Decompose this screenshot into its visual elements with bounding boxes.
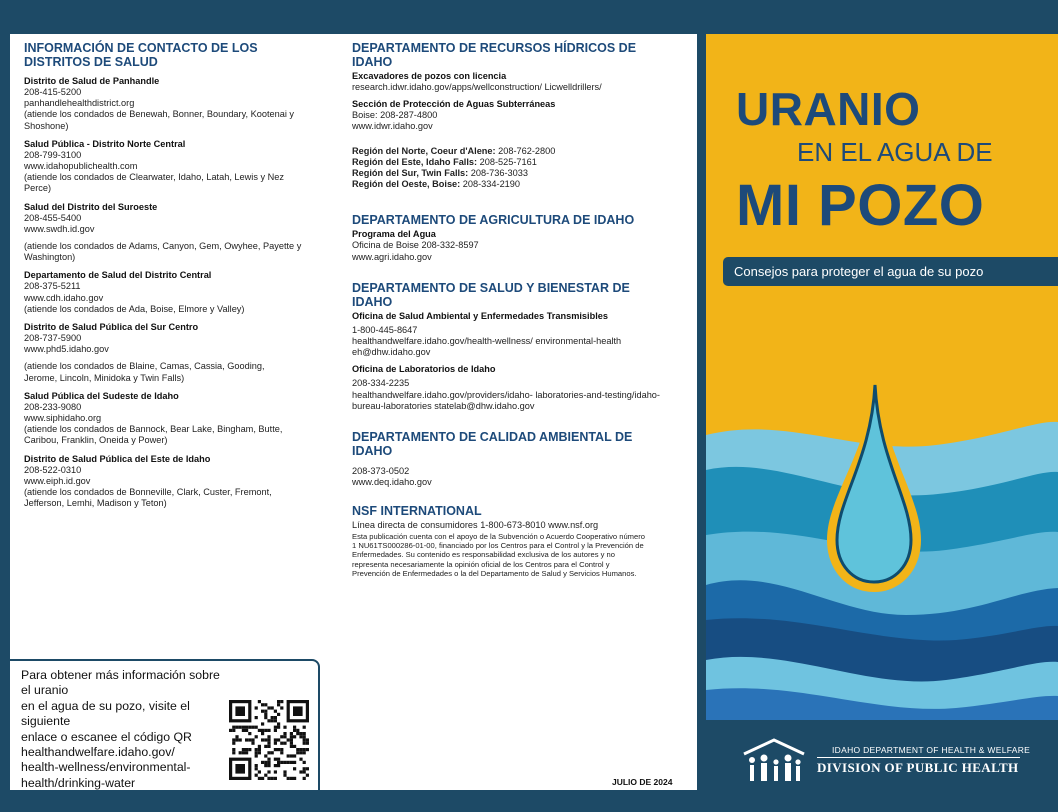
qr-module — [283, 761, 286, 764]
district-detail: (atiende los condados de Bonneville, Clark, Custer, Fremont, — [24, 487, 272, 498]
qr-module — [306, 767, 309, 770]
qr-module — [229, 729, 232, 732]
qr-module — [267, 738, 270, 741]
qr-module — [264, 713, 267, 716]
qr-module — [258, 751, 261, 754]
qr-module — [255, 748, 258, 751]
qr-module — [235, 738, 238, 741]
qr-module — [290, 745, 293, 748]
qr-module — [264, 729, 267, 732]
qr-module — [293, 726, 296, 729]
qr-module — [248, 748, 251, 751]
qr-module — [242, 726, 245, 729]
contact-detail: 208-373-0502 — [352, 466, 410, 477]
cover-subtitle: Consejos para proteger el agua de su pozo — [734, 264, 984, 279]
qr-module — [287, 777, 290, 780]
contact-block — [352, 466, 687, 488]
district-detail: Caribou, Franklin, Oneida y Power) — [24, 435, 168, 446]
qr-info-line: enlace o escanee el código QR — [21, 729, 192, 744]
qr-module — [290, 777, 293, 780]
qr-info-line: en el agua de su pozo, visite el siguiente — [21, 698, 190, 729]
contact-detail: www.agri.idaho.gov — [352, 251, 432, 262]
qr-module — [277, 713, 280, 716]
logo-divider — [817, 757, 1020, 758]
qr-module — [274, 764, 277, 767]
qr-module — [306, 738, 309, 741]
qr-module — [232, 738, 235, 741]
qr-module — [303, 732, 306, 735]
region-name: Región del Este, Idaho Falls: — [352, 156, 478, 167]
qr-module — [303, 777, 306, 780]
district-entry — [24, 202, 329, 264]
qr-module — [296, 732, 299, 735]
qr-module — [264, 774, 267, 777]
district-detail: Shoshone) — [24, 120, 69, 131]
contact-detail: research.idwr.idaho.gov/apps/wellconstruction/ Licwelldrillers/ — [352, 82, 602, 92]
qr-module — [248, 732, 251, 735]
qr-module — [242, 751, 245, 754]
qr-module — [261, 722, 264, 725]
contact-block — [352, 311, 687, 359]
qr-module — [261, 703, 264, 706]
district-entry — [24, 322, 329, 384]
qr-module — [303, 726, 306, 729]
district-detail: (atiende los condados de Clearwater, Idaho, Latah, Lewis y Nez — [24, 172, 284, 183]
district-detail: www.cdh.idaho.gov — [24, 292, 104, 303]
region-name: Región del Sur, Twin Falls: — [352, 168, 469, 179]
cover-title-line3: MI POZO — [736, 173, 985, 238]
qr-module — [274, 710, 277, 713]
qr-module — [271, 719, 274, 722]
qr-module — [299, 751, 302, 754]
qr-module — [299, 770, 302, 773]
district-name: Distrito de Salud Pública del Este de Idaho — [24, 453, 211, 464]
qr-module — [283, 732, 286, 735]
qr-module — [235, 764, 245, 774]
qr-module — [267, 719, 270, 722]
qr-module — [264, 738, 267, 741]
qr-module — [264, 754, 267, 757]
qr-module — [287, 738, 290, 741]
qr-module — [267, 745, 270, 748]
qr-module — [293, 735, 296, 738]
district-detail: (atiende los condados de Adams, Canyon, Gem, Owyhee, Payette y — [24, 241, 302, 252]
qr-info-line: Para obtener más información sobre el uranio — [21, 668, 220, 698]
district-detail: (atiende los condados de Blaine, Camas, Cassia, Gooding, — [24, 361, 265, 372]
district-detail: 208-415-5200 — [24, 87, 82, 97]
district-detail: 208-522-0310 — [24, 464, 82, 475]
qr-module — [271, 777, 274, 780]
district-detail: 208-455-5400 — [24, 212, 82, 223]
district-detail: Jerome, Lincoln, Minidoka y Twin Falls) — [24, 372, 185, 383]
publication-date: JULIO DE 2024 — [612, 777, 673, 787]
qr-module — [264, 761, 267, 764]
qr-module — [248, 726, 251, 729]
qr-module — [235, 706, 245, 716]
qr-module — [299, 758, 302, 761]
qr-module — [280, 742, 283, 745]
qr-module — [242, 729, 245, 732]
contact-detail: healthandwelfare.idaho.gov/health-wellness/ environmental-health — [352, 336, 622, 347]
region-row — [352, 157, 687, 168]
qr-module — [267, 729, 270, 732]
qr-module — [264, 703, 267, 706]
logo-department-name: IDAHO DEPARTMENT OF HEALTH & WELFARE — [832, 745, 1031, 755]
contact-detail: 208-334-2235 — [352, 378, 410, 389]
qr-module — [264, 745, 267, 748]
qr-module — [303, 748, 306, 751]
qr-module — [267, 777, 270, 780]
district-detail: www.siphidaho.org — [24, 413, 102, 424]
qr-module — [287, 754, 290, 757]
qr-module — [245, 748, 248, 751]
cover-title-line2: EN EL AGUA DE — [797, 137, 993, 167]
agency-section — [352, 41, 687, 190]
district-entry — [24, 139, 329, 195]
qr-module — [267, 764, 270, 767]
district-detail: (atiende los condados de Bannock, Bear Lake, Bingham, Butte, — [24, 424, 283, 435]
contact-detail: Boise: 208-287-4800 — [352, 110, 438, 121]
qr-module — [283, 726, 286, 729]
qr-module — [306, 742, 309, 745]
qr-module — [303, 761, 306, 764]
agency-section — [352, 504, 687, 578]
district-entry — [24, 391, 329, 447]
qr-module — [261, 777, 264, 780]
qr-module — [303, 742, 306, 745]
region-phone: 208-762-2800 — [495, 145, 556, 156]
qr-module — [232, 748, 235, 751]
qr-module — [274, 770, 277, 773]
qr-module — [293, 754, 296, 757]
district-detail: panhandlehealthdistrict.org — [24, 98, 135, 109]
agency-heading: IDAHO — [352, 55, 393, 69]
qr-module — [280, 751, 283, 754]
qr-module — [277, 726, 280, 729]
qr-info-text — [21, 668, 231, 791]
disclaimer-line: Enfermedades. Su contenido es responsabilidad exclusiva de los autores y no — [352, 550, 615, 560]
qr-module — [232, 742, 235, 745]
qr-module — [235, 726, 238, 729]
region-name: Región del Oeste, Boise: — [352, 179, 461, 190]
qr-module — [232, 751, 235, 754]
district-detail: 208-233-9080 — [24, 401, 82, 412]
qr-module — [277, 738, 280, 741]
qr-module — [290, 742, 293, 745]
contact-detail: eh@dhw.idaho.gov — [352, 347, 431, 358]
district-entry — [24, 454, 329, 510]
qr-module — [290, 761, 293, 764]
logo-division-name: DIVISION OF PUBLIC HEALTH — [817, 760, 1019, 775]
qr-module — [283, 774, 286, 777]
district-name: Salud Pública del Sudeste de Idaho — [24, 390, 179, 401]
qr-module — [245, 751, 248, 754]
contact-detail: 1-800-445-8647 — [352, 324, 418, 335]
disclaimer-line: Prevención de Enfermedades o la del Departamento de Salud y Servicios Humanos. — [352, 568, 637, 578]
qr-module — [255, 706, 258, 709]
qr-module — [277, 764, 280, 767]
agency-heading: DEPARTAMENTO DE RECURSOS HÍDRICOS DE — [352, 41, 637, 55]
region-phone: 208-736-3033 — [468, 168, 528, 179]
qr-module — [290, 732, 293, 735]
qr-module — [303, 770, 306, 773]
qr-module — [245, 726, 248, 729]
district-entry — [24, 270, 329, 315]
qr-module — [255, 764, 258, 767]
agency-heading: IDAHO — [352, 294, 393, 309]
qr-module — [264, 764, 267, 767]
qr-module — [283, 742, 286, 745]
section-heading: DISTRITOS DE SALUD — [24, 55, 158, 69]
qr-module — [248, 738, 251, 741]
contact-block — [352, 364, 687, 412]
qr-module — [258, 700, 261, 703]
qr-module — [280, 761, 283, 764]
qr-module — [303, 767, 306, 770]
qr-module — [277, 761, 280, 764]
agency-heading: IDAHO — [352, 444, 393, 459]
district-name: Distrito de Salud de Panhandle — [24, 76, 160, 86]
qr-module — [290, 754, 293, 757]
qr-module — [274, 719, 277, 722]
qr-module — [274, 758, 277, 761]
qr-module — [261, 732, 264, 735]
qr-module — [242, 748, 245, 751]
qr-module — [235, 735, 238, 738]
qr-module — [232, 726, 235, 729]
contact-name: Programa del Agua — [352, 229, 436, 240]
district-detail: 208-375-5211 — [24, 281, 81, 292]
qr-module — [303, 751, 306, 754]
disclaimer-line: Esta publicación cuenta con el apoyo de la Subvención o Acuerdo Cooperativo número — [352, 531, 645, 541]
qr-module — [239, 751, 242, 754]
agency-section — [352, 281, 687, 412]
qr-module — [296, 751, 299, 754]
qr-module — [274, 738, 277, 741]
district-entry — [24, 76, 329, 132]
qr-module — [271, 716, 274, 719]
district-detail: Jefferson, Lemhi, Madison y Teton) — [24, 498, 167, 509]
qr-module — [290, 735, 293, 738]
qr-module — [267, 758, 270, 761]
qr-module — [306, 774, 309, 777]
qr-module — [239, 726, 242, 729]
qr-module — [267, 761, 270, 764]
qr-module — [267, 770, 270, 773]
contact-detail: www.idwr.idaho.gov — [352, 121, 433, 132]
qr-module — [261, 761, 264, 764]
contact-detail: www.deq.idaho.gov — [352, 477, 432, 488]
contact-block — [352, 146, 687, 191]
district-detail: www.eiph.id.gov — [24, 475, 91, 486]
agency-heading: DEPARTAMENTO DE CALIDAD AMBIENTAL DE — [352, 430, 633, 445]
district-contacts — [24, 41, 329, 509]
qr-module — [274, 742, 277, 745]
qr-module — [293, 729, 296, 732]
agency-section — [352, 430, 687, 488]
qr-module — [299, 735, 302, 738]
agency-heading: DEPARTAMENTO DE SALUD Y BIENESTAR DE — [352, 280, 630, 295]
qr-module — [303, 735, 306, 738]
qr-module — [271, 751, 274, 754]
contact-detail: bureau-laboratories statelab@dhw.idaho.gov — [352, 400, 535, 411]
qr-module — [293, 761, 296, 764]
qr-module — [245, 729, 248, 732]
qr-module — [283, 735, 286, 738]
qr-info-line: health-wellness/environmental- — [21, 760, 191, 775]
qr-module — [290, 738, 293, 741]
qr-module — [258, 777, 261, 780]
qr-module — [267, 751, 270, 754]
district-detail: www.swdh.id.gov — [24, 223, 95, 234]
qr-module — [261, 729, 264, 732]
district-name: Departamento de Salud del Distrito Central — [24, 270, 212, 281]
qr-module — [303, 738, 306, 741]
qr-module — [267, 706, 270, 709]
qr-module — [258, 770, 261, 773]
qr-module — [271, 706, 274, 709]
idhw-logo-icon — [740, 738, 808, 784]
qr-module — [258, 745, 261, 748]
contact-block — [352, 520, 687, 531]
qr-module — [251, 726, 254, 729]
contact-block — [352, 99, 687, 132]
qr-module — [245, 738, 248, 741]
district-name: Distrito de Salud Pública del Sur Centro — [24, 322, 199, 333]
qr-module — [280, 700, 283, 703]
qr-info-line: healthandwelfare.idaho.gov/ — [21, 745, 175, 760]
qr-module — [306, 748, 309, 751]
qr-module — [255, 735, 258, 738]
qr-module — [280, 748, 283, 751]
qr-module — [267, 742, 270, 745]
qr-module — [296, 729, 299, 732]
contact-detail: healthandwelfare.idaho.gov/providers/idaho- laboratories-and-testing/idaho- — [352, 389, 660, 400]
qr-module — [277, 722, 280, 725]
district-detail: (atiende los condados de Ada, Boise, Elmore y Valley) — [24, 303, 245, 314]
agency-contacts — [352, 41, 687, 578]
qr-module — [261, 710, 264, 713]
qr-module — [277, 700, 280, 703]
district-detail: (atiende los condados de Benewah, Bonner, Boundary, Kootenai y — [24, 109, 295, 120]
qr-module — [274, 726, 277, 729]
district-name: Salud Pública - Distrito Norte Central — [24, 138, 186, 149]
qr-module — [255, 754, 258, 757]
qr-module — [277, 748, 280, 751]
district-detail: 208-799-3100 — [24, 149, 82, 160]
qr-module — [264, 716, 267, 719]
qr-module — [274, 729, 277, 732]
contact-name: Oficina de Laboratorios de Idaho — [352, 364, 496, 375]
qr-module — [232, 729, 235, 732]
qr-module — [293, 777, 296, 780]
section-heading: INFORMACIÓN DE CONTACTO DE LOS — [24, 41, 258, 55]
contact-name: Excavadores de pozos con licencia — [352, 71, 507, 81]
district-detail: 208-737-5900 — [24, 333, 82, 344]
contact-name: Sección de Protección de Aguas Subterráneas — [352, 99, 556, 110]
qr-module — [277, 758, 280, 761]
disclaimer-line: 1 NU61TS000286-01-00, financiado por los Centros para el Control y la Prevención de — [352, 540, 644, 550]
qr-module — [296, 748, 299, 751]
agency-heading: NSF INTERNATIONAL — [352, 504, 482, 519]
qr-module — [264, 710, 267, 713]
qr-module — [255, 726, 258, 729]
contact-block — [352, 229, 687, 262]
region-phone: 208-334-2190 — [460, 179, 521, 190]
qr-module — [274, 777, 277, 780]
cover-title-line1: URANIO — [736, 83, 921, 135]
qr-module — [274, 716, 277, 719]
qr-module — [255, 751, 258, 754]
region-row — [352, 179, 687, 190]
district-detail: Perce) — [24, 183, 52, 194]
qr-info-line: health/drinking-water — [21, 775, 136, 790]
district-name: Salud del Distrito del Suroeste — [24, 201, 158, 212]
agency-section — [352, 213, 687, 262]
district-detail: Washington) — [24, 252, 76, 263]
qr-module — [293, 706, 303, 716]
contact-name: Oficina de Salud Ambiental y Enfermedades Transmisibles — [352, 310, 608, 321]
water-drop-illustration — [706, 360, 1058, 790]
contact-block — [352, 139, 687, 140]
qr-module — [261, 738, 264, 741]
qr-module — [251, 738, 254, 741]
qr-module — [277, 703, 280, 706]
region-name: Región del Norte, Coeur d'Alene: — [352, 145, 496, 156]
qr-module — [293, 767, 296, 770]
qr-module — [283, 770, 286, 773]
contact-block — [352, 71, 687, 93]
qr-module — [258, 748, 261, 751]
district-detail: www.phd5.idaho.gov — [24, 344, 109, 355]
region-row — [352, 168, 687, 179]
qr-module — [274, 748, 277, 751]
agency-heading: DEPARTAMENTO DE AGRICULTURA DE IDAHO — [352, 213, 635, 228]
contact-detail: Oficina de Boise 208-332-8597 — [352, 240, 479, 251]
qr-module — [255, 716, 258, 719]
qr-module — [280, 706, 283, 709]
region-phone: 208-525-7161 — [477, 156, 537, 167]
district-detail: www.idahopublichealth.com — [24, 161, 138, 172]
qr-module — [239, 738, 242, 741]
qr-module — [255, 774, 258, 777]
region-row — [352, 146, 687, 157]
contact-detail: Línea directa de consumidores 1-800-673-8010 www.nsf.org — [352, 520, 599, 531]
qr-module — [267, 735, 270, 738]
qr-module — [258, 729, 261, 732]
qr-module — [280, 735, 283, 738]
qr-module — [287, 761, 290, 764]
qr-module — [299, 748, 302, 751]
qr-code[interactable] — [229, 700, 309, 780]
disclaimer-line: representa necesariamente la opinión oficial de los Centros para el Control y — [352, 559, 610, 569]
qr-module — [251, 742, 254, 745]
qr-module — [293, 745, 296, 748]
qr-module — [255, 767, 258, 770]
qr-module — [299, 732, 302, 735]
